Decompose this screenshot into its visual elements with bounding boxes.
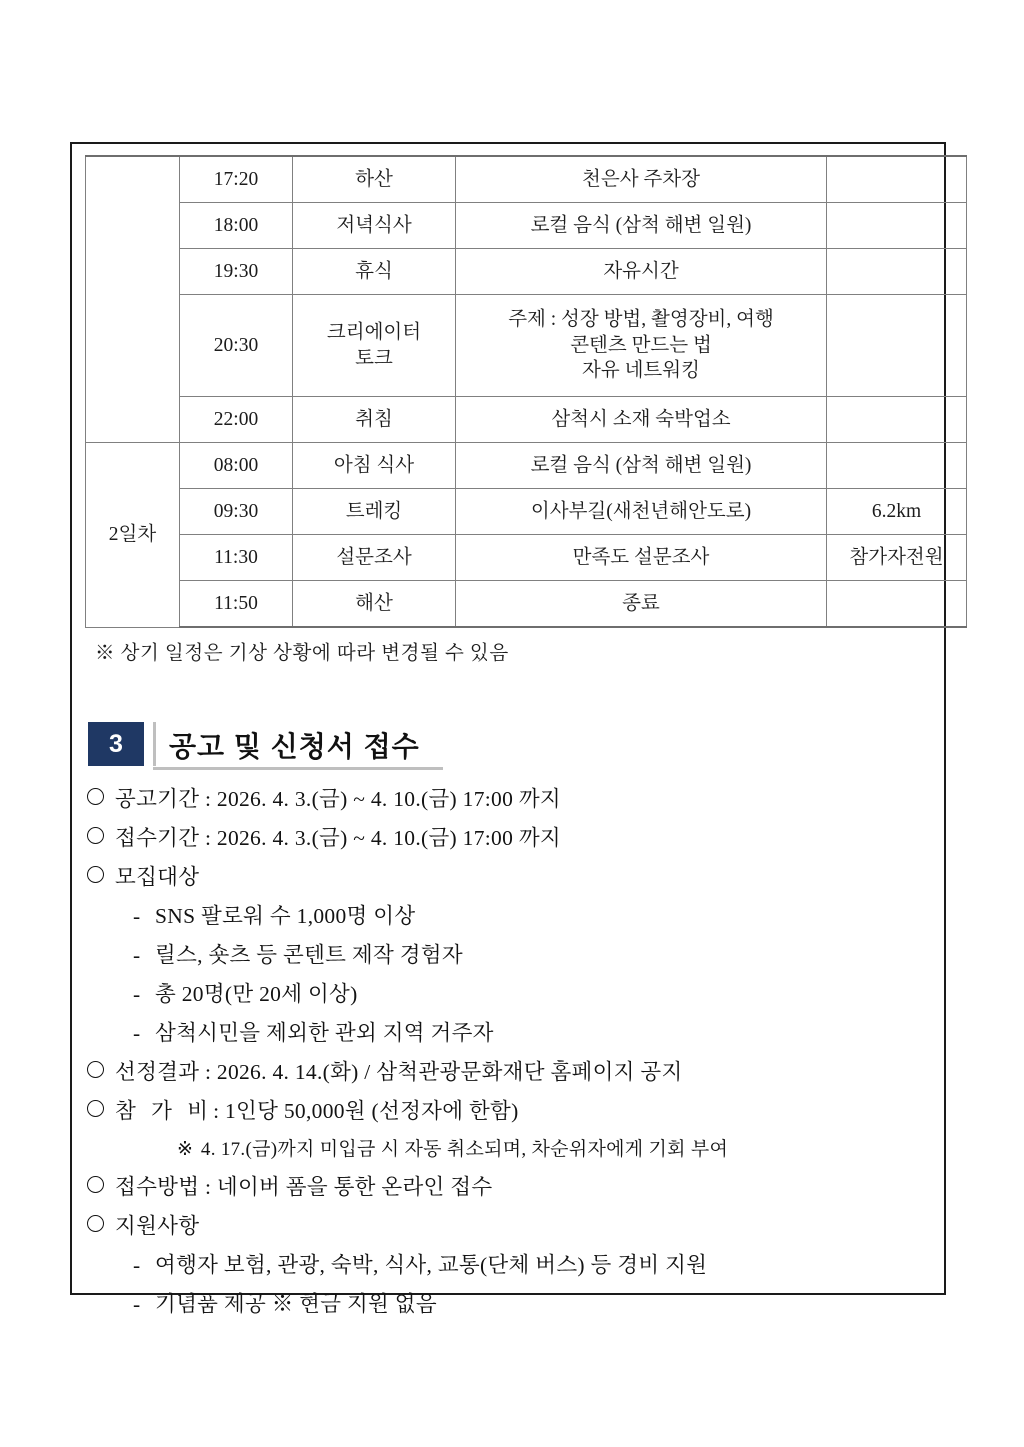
- list-item-text: 삼척시민을 제외한 관외 지역 거주자: [155, 1021, 494, 1045]
- list-item-text: 기념품 제공 ※ 현금 지원 없음: [155, 1291, 437, 1316]
- circle-bullet-icon: [87, 1100, 104, 1117]
- cell-activity: 트레킹: [293, 489, 456, 535]
- table-row: [86, 489, 967, 535]
- circle-bullet-icon: [87, 1061, 104, 1078]
- cell-detail: 종료: [456, 581, 827, 628]
- cell-activity: 해산: [293, 581, 456, 628]
- table-row: [86, 203, 967, 249]
- list-item: [85, 1252, 931, 1277]
- cell-activity-line: 토크: [355, 347, 393, 369]
- cell-note: [827, 156, 967, 203]
- dash-bullet-icon: -: [133, 1291, 141, 1316]
- circle-bullet-icon: [87, 788, 104, 805]
- cell-note: 6.2km: [827, 489, 967, 535]
- fee-value: : 1인당 50,000원 (선정자에 한함): [213, 1099, 519, 1123]
- circle-bullet-icon: [87, 1215, 104, 1232]
- page-content: [85, 155, 944, 1333]
- list-item-text: 선정결과 : 2026. 4. 14.(화) / 삼척관광문화재단 홈페이지 공지: [115, 1060, 683, 1084]
- circle-bullet-icon: [87, 827, 104, 844]
- list-item: [85, 789, 931, 811]
- table-row: [86, 581, 967, 628]
- content-list: [85, 789, 931, 1315]
- cell-detail: 자유시간: [456, 249, 827, 295]
- dash-bullet-icon: -: [133, 1252, 141, 1277]
- list-item: [85, 867, 931, 889]
- schedule-table: [85, 155, 967, 628]
- cell-activity: 휴식: [293, 249, 456, 295]
- section-title: 공고 및 신청서 접수: [169, 731, 420, 762]
- cell-detail: 로컬 음식 (삼척 해변 일원): [456, 443, 827, 489]
- table-row: [86, 443, 967, 489]
- cell-time: 09:30: [180, 489, 293, 535]
- circle-bullet-icon: [87, 1176, 104, 1193]
- cell-time: 08:00: [180, 443, 293, 489]
- cell-detail: 로컬 음식 (삼척 해변 일원): [456, 203, 827, 249]
- cell-detail: [456, 295, 827, 397]
- cell-activity: 하산: [293, 156, 456, 203]
- cell-time: 20:30: [180, 295, 293, 397]
- cell-note: [827, 203, 967, 249]
- table-row: [86, 397, 967, 443]
- cell-detail: 천은사 주차장: [456, 156, 827, 203]
- cell-day-empty: [86, 156, 180, 443]
- list-item-text: 여행자 보험, 관광, 숙박, 식사, 교통(단체 버스) 등 경비 지원: [155, 1252, 708, 1277]
- list-item: [85, 828, 931, 850]
- section-underline-rule: [153, 767, 443, 770]
- section-header: [85, 722, 931, 772]
- list-item-text: 공고기간 : 2026. 4. 3.(금) ~ 4. 10.(금) 17:00 까지: [115, 787, 561, 811]
- list-item-text: 모집대상: [115, 865, 200, 889]
- cell-time: 11:50: [180, 581, 293, 628]
- list-item: [85, 1174, 931, 1199]
- cell-detail-line: 콘텐츠 만드는 법: [570, 334, 712, 356]
- cell-detail-line: 주제 : 성장 방법, 촬영장비, 여행: [508, 308, 774, 330]
- fee-label: 참 가 비: [115, 1099, 214, 1123]
- cell-activity-line: 크리에이터: [326, 321, 422, 343]
- cell-time: 17:20: [180, 156, 293, 203]
- list-item-text: 릴스, 숏츠 등 콘텐트 제작 경험자: [155, 943, 463, 967]
- dash-bullet-icon: -: [133, 982, 141, 1006]
- cell-time: 19:30: [180, 249, 293, 295]
- cell-note: [827, 249, 967, 295]
- section-number-badge: 3: [88, 722, 144, 766]
- dash-bullet-icon: -: [133, 943, 141, 967]
- cell-detail: 만족도 설문조사: [456, 535, 827, 581]
- cell-activity: 저녁식사: [293, 203, 456, 249]
- cell-activity: 설문조사: [293, 535, 456, 581]
- cell-detail: 삼척시 소재 숙박업소: [456, 397, 827, 443]
- section-divider-bar: [153, 722, 156, 766]
- cell-activity: 아침 식사: [293, 443, 456, 489]
- cell-activity: 취침: [293, 397, 456, 443]
- table-row: [86, 156, 967, 203]
- cell-note: 참가자전원: [827, 535, 967, 581]
- cell-note: [827, 443, 967, 489]
- list-item-fee: [85, 1101, 931, 1123]
- circle-bullet-icon: [87, 866, 104, 883]
- cell-detail-line: 자유 네트워킹: [582, 360, 700, 382]
- list-item: [85, 906, 931, 928]
- list-item-text: 4. 17.(금)까지 미입금 시 자동 취소되며, 차순위자에게 기회 부여: [200, 1139, 729, 1160]
- cell-detail: 이사부길(새천년해안도로): [456, 489, 827, 535]
- dash-bullet-icon: -: [133, 904, 141, 928]
- table-row: [86, 535, 967, 581]
- list-item-text: 총 20명(만 20세 이상): [155, 982, 358, 1006]
- list-item: [85, 1062, 931, 1084]
- cell-time: 18:00: [180, 203, 293, 249]
- list-item: [85, 945, 931, 967]
- list-item-text: SNS 팔로워 수 1,000명 이상: [155, 904, 416, 928]
- cell-activity: [293, 295, 456, 397]
- list-item-text: 지원사항: [115, 1213, 200, 1238]
- list-item: [85, 1213, 931, 1238]
- cell-note: [827, 581, 967, 628]
- list-item-text: 접수기간 : 2026. 4. 3.(금) ~ 4. 10.(금) 17:00 까지: [115, 826, 561, 850]
- reference-mark-icon: ※: [177, 1139, 193, 1160]
- list-item: [85, 984, 931, 1006]
- cell-note: [827, 397, 967, 443]
- dash-bullet-icon: -: [133, 1021, 141, 1045]
- list-item: [85, 1291, 931, 1316]
- cell-day-label: 2일차: [86, 443, 180, 628]
- list-item: [85, 1023, 931, 1045]
- table-row: [86, 295, 967, 397]
- list-item-note: [85, 1140, 931, 1159]
- cell-time: 22:00: [180, 397, 293, 443]
- cell-note: [827, 295, 967, 397]
- table-row: [86, 249, 967, 295]
- cell-time: 11:30: [180, 535, 293, 581]
- list-item-text: 접수방법 : 네이버 폼을 통한 온라인 접수: [115, 1174, 493, 1199]
- table-footnote: ※ 상기 일정은 기상 상황에 따라 변경될 수 있음: [95, 643, 509, 664]
